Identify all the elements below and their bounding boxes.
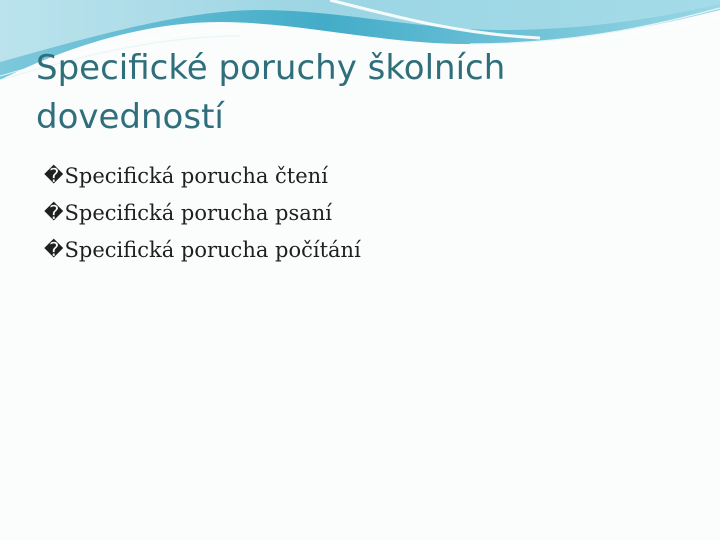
bullet-list [44, 157, 361, 268]
bullet-marker-icon: � [44, 164, 64, 187]
bullet-text: Specifická porucha počítání [64, 237, 361, 262]
slide-title [36, 44, 676, 142]
slide-title-line-2: dovedností [36, 97, 224, 137]
bullet-text: Specifická porucha psaní [64, 200, 333, 225]
bullet-item [44, 231, 361, 268]
bullet-item [44, 194, 361, 231]
bullet-item [44, 157, 361, 194]
bullet-marker-icon: � [44, 238, 64, 261]
bullet-text: Specifická porucha čtení [64, 163, 328, 188]
slide-title-line-1: Specifické poruchy školních [36, 48, 506, 88]
bullet-marker-icon: � [44, 201, 64, 224]
